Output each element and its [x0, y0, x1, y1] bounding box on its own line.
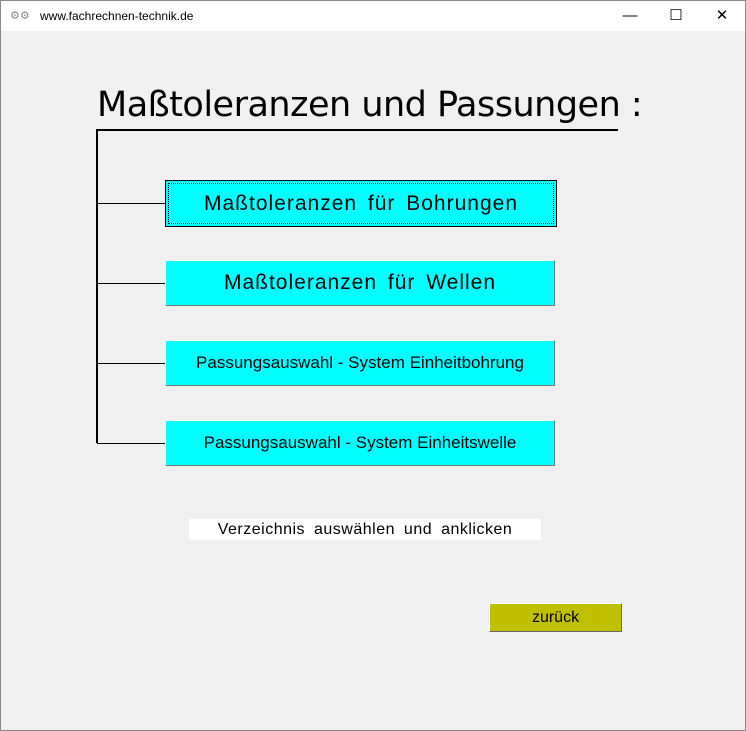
- bohrungen-button[interactable]: Maßtoleranzen für Bohrungen: [165, 180, 557, 227]
- close-button[interactable]: ✕: [715, 7, 729, 24]
- back-button[interactable]: zurück: [489, 603, 622, 632]
- tree-branch: [97, 203, 165, 204]
- maximize-button[interactable]: ☐: [669, 7, 683, 24]
- page-title: Maßtoleranzen und Passungen :: [97, 85, 643, 125]
- einheitsbohrung-button[interactable]: Passungsauswahl - System Einheitbohrung: [165, 340, 555, 386]
- window-title: www.fachrechnen-technik.de: [40, 9, 194, 23]
- tree-branch: [97, 363, 165, 364]
- tree-line: [96, 129, 98, 443]
- wellen-button[interactable]: Maßtoleranzen für Wellen: [165, 260, 555, 306]
- tree-branch: [97, 283, 165, 284]
- title-bar: [1, 1, 745, 31]
- einheitswelle-button[interactable]: Passungsauswahl - System Einheitswelle: [165, 420, 555, 466]
- minimize-button[interactable]: —: [622, 7, 638, 24]
- title-underline: [97, 129, 618, 131]
- app-icon: ⚙⚙: [10, 10, 30, 22]
- tree-branch: [97, 443, 165, 444]
- hint-text: Verzeichnis auswählen und anklicken: [189, 519, 541, 540]
